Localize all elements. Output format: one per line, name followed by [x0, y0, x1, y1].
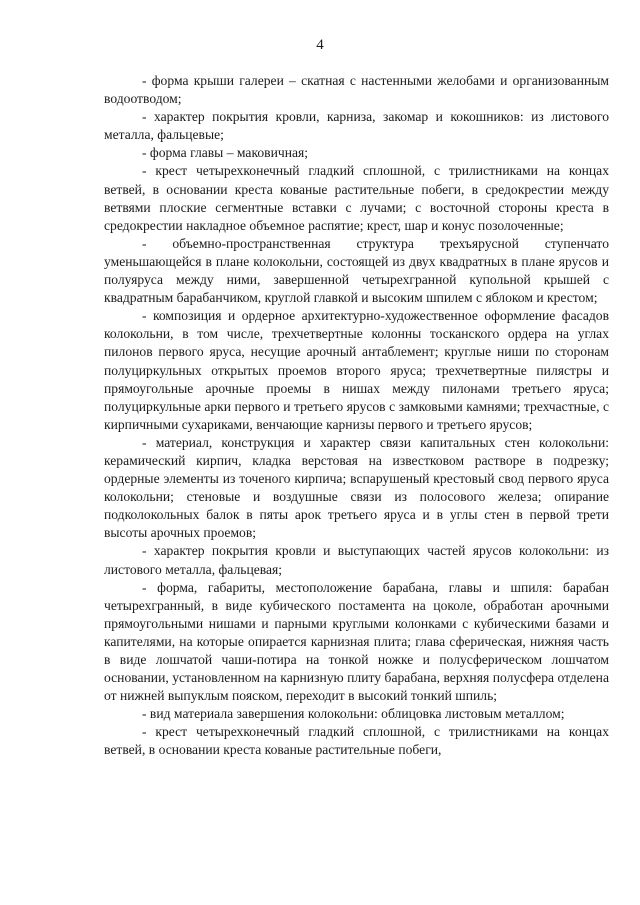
page-number: 4	[316, 37, 324, 53]
paragraph-tower-roofing: - характер покрытия кровли и выступающих частей ярусов колокольни: из листового металла, фальцевая;	[104, 543, 609, 577]
paragraph-drum-dome-spire: - форма, габариты, местоположение барабана, главы и шпиля: барабан четырехгранный, в виде кубического постамента на цоколе, обработан арочными прямоугольными нишами и парными круглыми колонками с кубическими базами и капителями, на которые опирается карнизная плита; глава сферическая, нижняя часть в виде лошчатой чаши-потира на тонкой ножке и полусферическом лошчатом основании, установленном на карнизную плиту барабана, верхняя полусфера отделена от нижней выпуклым пояском, переходит в высокий тонкий шпиль;	[104, 579, 609, 704]
paragraph-dome-shape: - форма главы – маковичная;	[142, 145, 309, 161]
paragraph-wall-material: - материал, конструкция и характер связи капитальных стен колокольни: керамический кирпич, кладка верстовая на известковом растворе в подрезку; ордерные элементы из точеного кирпича; вспарушеный крестовый свод первого яруса колокольни; стеновые и воздушные связи из полосового железа; опирание подколокольных балок в пяты арок третьего яруса и в углы стен в первой трети высоты арочных проемов;	[104, 434, 609, 541]
paragraph-facade-composition: - композиция и ордерное архитектурно-художественное оформление фасадов колокольни, в том числе, трехчетвертные колонны тосканского ордера на углах пилонов первого яруса, несущие арочный антаблемент; круглые ниши по сторонам полуциркульных открытых проемов второго яруса; трехчетвертные пилястры и прямоугольные арочные проемы в нишах между пилонами третьего яруса; полуциркульные арки первого и третьего ярусов с замковыми камнями; трехчастные, с кирпичными сухариками, венчающие карнизы первого и третьего ярусов;	[104, 308, 609, 432]
paragraph-cross-description: - крест четырехконечный гладкий сплошной, с трилистниками на концах ветвей, в основании креста кованые растительные побеги, в средокрестии между ветвями плоские сегментные вставки с лучами; с восточной стороны креста в средокрестии накладное объемное распятие; крест, шар и конус позолоченные;	[104, 163, 609, 233]
paragraph-roofing-character: - характер покрытия кровли, карниза, закомар и кокошников: из листового металла, фальцевые;	[104, 109, 609, 143]
paragraph-bell-tower-structure: - объемно-пространственная структура трехъярусной ступенчато уменьшающейся в плане колокольни, состоящей из двух квадратных в плане ярусов и полуяруса между ними, завершенной четырехгранной купольной крышей с квадратным барабанчиком, круглой главкой и высоким шпилем с яблоком и крестом;	[104, 235, 609, 306]
paragraph-gallery-roof-shape: - форма крыши галереи – скатная с настенными желобами и организованным водоотводом;	[104, 73, 609, 107]
paragraph-tower-cross: - крест четырехконечный гладкий сплошной, с трилистниками на концах ветвей, в основании креста кованые растительные побеги,	[104, 724, 609, 758]
paragraph-finish-material: - вид материала завершения колокольни: облицовка листовым металлом;	[142, 706, 565, 722]
document-body	[104, 72, 609, 760]
